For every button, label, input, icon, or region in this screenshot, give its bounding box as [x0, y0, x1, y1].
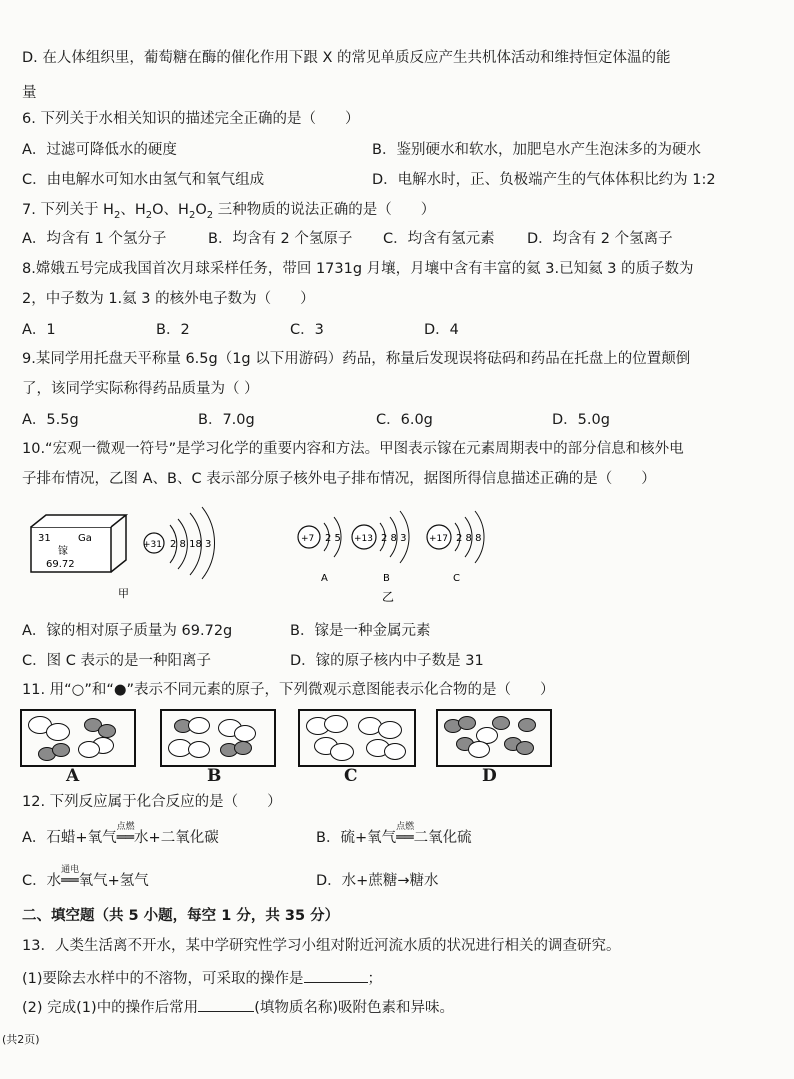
q12-option-d: D．水+蔗糖→糖水 [316, 873, 439, 889]
q8-option-a: A．1 [22, 322, 56, 338]
q8-option-d: D．4 [424, 322, 459, 338]
q6-option-b: B．鉴别硬水和软水，加肥皂水产生泡沫多的为硬水 [372, 142, 701, 158]
question-13-part1: (1)要除去水样中的不溶物，可采取的操作是 ； [22, 968, 382, 989]
option-d-continued-end: 量 [22, 85, 37, 101]
q11-box-c [298, 709, 416, 767]
q11-box-a [20, 709, 136, 767]
question-6: 6. 下列关于水相关知识的描述完全正确的是（ ） [22, 111, 360, 127]
atom-c-structure [427, 511, 484, 563]
atom-a-label: A [321, 573, 328, 584]
q8-option-c: C．3 [290, 322, 324, 338]
question-8-line2: 2，中子数为 1.氦 3 的核外电子数为（ ） [22, 291, 315, 307]
q10-option-d: D．镓的原子核内中子数是 31 [290, 653, 484, 669]
atom-a-nucleus: +7 [301, 534, 315, 544]
q9-option-d: D．5.0g [552, 412, 610, 428]
q11-box-d [436, 709, 552, 767]
q11-label-b: B [207, 766, 222, 786]
figure-label-jia: 甲 [118, 587, 129, 600]
atom-b-nucleus: +13 [354, 534, 373, 544]
question-12: 12. 下列反应属于化合反应的是（ ） [22, 794, 282, 810]
q7-option-d: D．均含有 2 个氢离子 [527, 231, 673, 247]
gallium-symbol: Ga [78, 533, 92, 544]
page-footer: (共2页) [2, 1033, 40, 1046]
atom-c-shells: 2 8 8 [456, 533, 482, 544]
question-7: 7. 下列关于 $H_2$、$H_2O$、$H_2O_2$ 三种物质的说法正确的是（ ） [22, 202, 436, 221]
q10-option-b: B．镓是一种金属元素 [290, 623, 431, 639]
q6-option-a: A．过滤可降低水的硬度 [22, 142, 177, 158]
ignite-arrow: 点燃 ══ [116, 822, 135, 846]
figure-10 [0, 497, 794, 617]
q7-option-b: B．均含有 2 个氢原子 [208, 231, 353, 247]
atom-c-nucleus: +17 [429, 534, 448, 544]
q11-label-a: A [66, 766, 80, 786]
q12-option-b: B．硫+氧气 点燃 ══二氧化硫 [316, 822, 472, 846]
ignite-arrow-b: 点燃 ══ [396, 822, 415, 846]
q8-option-b: B．2 [156, 322, 190, 338]
gallium-mass: 69.72 [46, 559, 75, 570]
gallium-atom-structure [143, 507, 215, 579]
q11-box-b [160, 709, 276, 767]
q9-option-a: A．5.5g [22, 412, 79, 428]
gallium-shells: 2 8 18 3 [170, 539, 212, 550]
section-2-heading: 二、填空题（共 5 小题，每空 1 分，共 35 分） [22, 908, 340, 924]
question-8-line1: 8.嫦娥五号完成我国首次月球采样任务，带回 1731g 月壤，月壤中含有丰富的氦 3.已知氦 3 的质子数为 [22, 261, 694, 277]
gallium-cell [31, 515, 126, 572]
option-d-continued: D. 在人体组织里，葡萄糖在酶的催化作用下跟 X 的常见单质反应产生共机体活动和维持恒定体温的能 [22, 50, 671, 66]
gallium-number: 31 [38, 533, 51, 544]
q11-label-d: D [482, 766, 497, 786]
q7-option-c: C．均含有氢元素 [383, 231, 495, 247]
q9-option-b: B．7.0g [198, 412, 255, 428]
gallium-name: 镓 [58, 546, 68, 557]
atom-a-structure [298, 517, 341, 557]
q10-option-a: A．镓的相对原子质量为 69.72g [22, 623, 233, 639]
atom-a-shells: 2 5 [325, 533, 341, 544]
q7-option-a: A．均含有 1 个氢分子 [22, 231, 167, 247]
question-11: 11. 用“○”和“●”表示不同元素的原子，下列微观示意图能表示化合物的是（ ） [22, 682, 555, 698]
atom-b-structure [352, 511, 409, 563]
question-13: 13．人类生活离不开水，某中学研究性学习小组对附近河流水质的状况进行相关的调查研究。 [22, 938, 621, 954]
q6-option-c: C．由电解水可知水由氢气和氧气组成 [22, 172, 265, 188]
question-10-line2: 子排布情况，乙图 A、B、C 表示部分原子核外电子排布情况，据图所得信息描述正确的是（ ） [22, 471, 656, 487]
question-10-line1: 10.“宏观一微观一符号”是学习化学的重要内容和方法。甲图表示镓在元素周期表中的部分信息和核外电 [22, 441, 684, 457]
gallium-nucleus: +31 [143, 540, 162, 550]
question-9-line1: 9.某同学用托盘天平称量 6.5g（1g 以下用游码）药品，称量后发现误将砝码和药品在托盘上的位置颠倒 [22, 351, 691, 367]
question-13-part2: (2) 完成(1)中的操作后常用 (填物质名称)吸附色素和异味。 [22, 997, 454, 1018]
q12-option-a: A．石蜡+氧气 点燃 ══水+二氧化碳 [22, 822, 219, 846]
electrolysis-arrow: 通电 ══ [61, 865, 80, 889]
q11-label-c: C [344, 766, 358, 786]
q6-option-d: D．电解水时，正、负极端产生的气体体积比约为 1:2 [372, 172, 716, 188]
atom-b-label: B [383, 573, 390, 584]
atom-c-label: C [453, 573, 460, 584]
question-9-line2: 了，该同学实际称得药品质量为（ ） [22, 381, 259, 397]
answer-blank-1[interactable] [304, 968, 368, 983]
atom-b-shells: 2 8 3 [381, 533, 407, 544]
q9-option-c: C．6.0g [376, 412, 433, 428]
answer-blank-2[interactable] [198, 997, 254, 1012]
q12-option-c: C．水 通电 ══氧气+氢气 [22, 865, 149, 889]
q10-option-c: C．图 C 表示的是一种阳离子 [22, 653, 211, 669]
figure-label-yi: 乙 [382, 590, 395, 604]
